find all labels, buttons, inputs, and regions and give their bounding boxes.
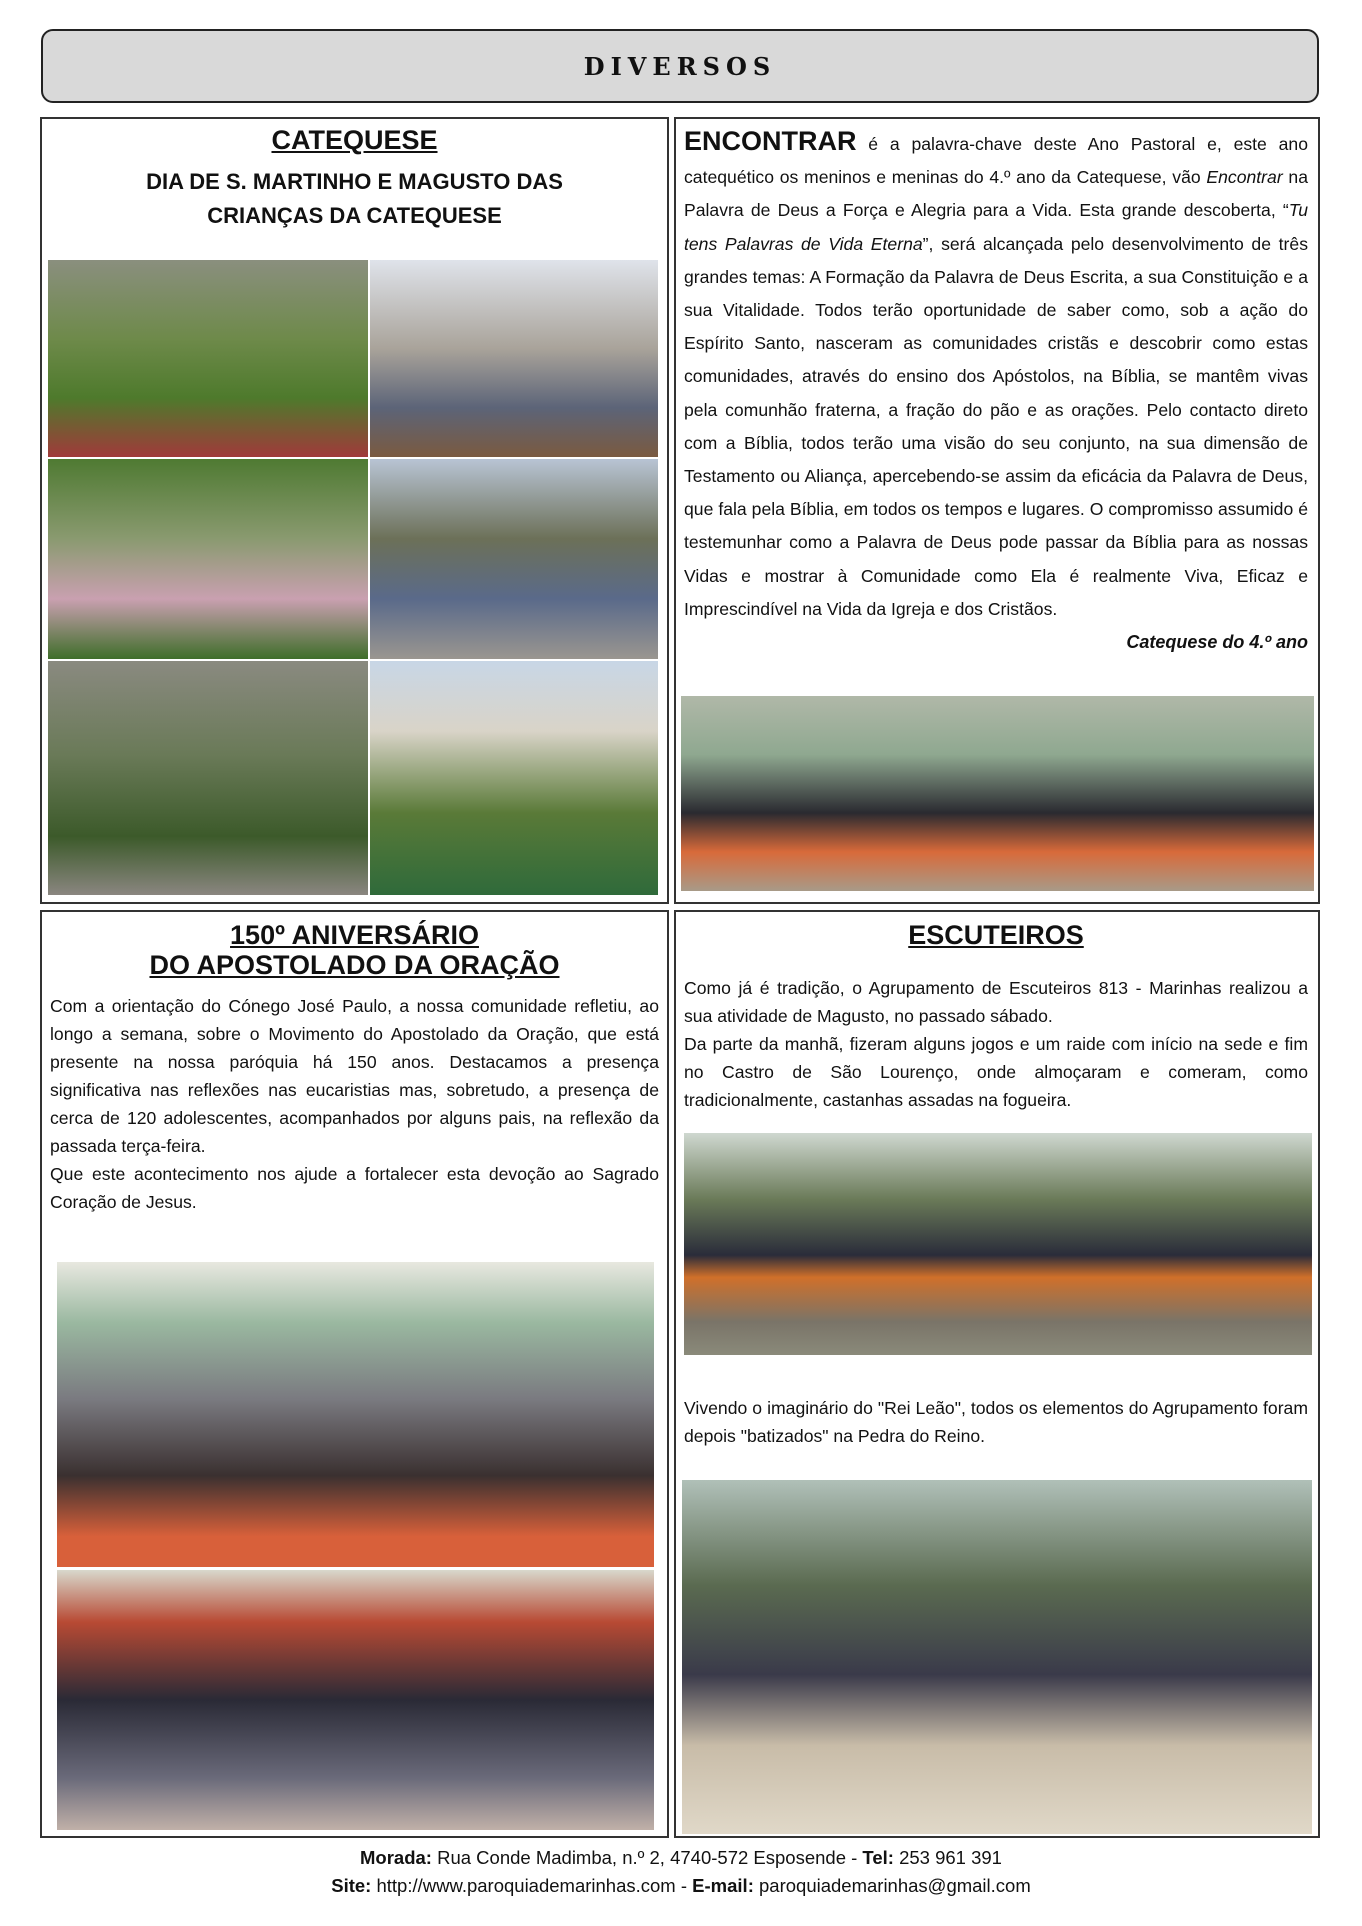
photo-children-bench <box>370 459 658 659</box>
encontrar-panel <box>674 117 1320 904</box>
encontrar-lead: ENCONTRAR <box>684 126 857 156</box>
catequese-title: CATEQUESE <box>271 125 438 155</box>
photo-scouts-group <box>684 1133 1312 1355</box>
site-link[interactable]: http://www.paroquiademarinhas.com - <box>371 1875 693 1896</box>
photo-children-picnic-2 <box>370 260 658 457</box>
photo-catechesis-hall <box>681 696 1314 891</box>
photo-children-picnic-1 <box>48 260 368 457</box>
apostolado-title-2: DO APOSTOLADO DA ORAÇÃO <box>149 950 560 980</box>
label: Morada: <box>360 1847 432 1868</box>
text-span: ”, será alcançada pelo desenvolvimento de três grandes temas: A Formação da Palavra de Deus Escrita, a sua Constituição e a sua Vitalidade. Todos terão oportunidade de saber como, sob a ação do Espírito Santo, nasceram as comunidades cristãs e descobrir como estas comunidades, através do ensino dos Apóstolos, na Bíblia, se mantêm vivas pela comunhão fraterna, a fração do pão e as orações. Pelo contacto direto com a Bíblia, todos terão uma visão do seu conjunto, na sua dimensão de Testamento ou Aliança, apercebendo-se assim da eficácia da Palavra de Deus, que fala pela Bíblia, em todos os tempos e lugares. O compromisso assumido é testemunhar como a Palavra de Deus pode passar da Bíblia para as nossas Vidas e mostrar à Comunidade como Ela é realmente Viva, Eficaz e Imprescindível na Vida da Igreja e dos Cristãos. <box>684 233 1308 619</box>
label: Site: <box>331 1875 372 1896</box>
photo-children-garden-1 <box>48 661 368 895</box>
photo-scouts-circle <box>682 1480 1312 1834</box>
footer-contacts <box>0 1875 1362 1897</box>
escuteiros-paragraph-3: Vivendo o imaginário do "Rei Leão", todos os elementos do Agrupamento foram depois "batizados" na Pedra do Reino. <box>684 1398 1308 1446</box>
address: Rua Conde Madimba, n.º 2, 4740-572 Esposende - <box>431 1847 863 1868</box>
label: Tel: <box>862 1847 894 1868</box>
apostolado-title-1: 150º ANIVERSÁRIO <box>230 920 479 950</box>
catequese-subtitle-2: CRIANÇAS DA CATEQUESE <box>207 203 502 228</box>
label: E-mail: <box>692 1875 754 1896</box>
photo-children-garden-2 <box>370 661 658 895</box>
encontrar-signature: Catequese do 4.º ano <box>1126 632 1308 653</box>
section-title: DIVERSOS <box>583 51 777 81</box>
escuteiros-paragraph-2: Da parte da manhã, fizeram alguns jogos e um raide com início na sede e fim no Castro de São Lourenço, onde almoçaram e comeram, como tradicionalmente, castanhas assadas na fogueira. <box>684 1034 1308 1110</box>
catequese-panel <box>40 117 669 904</box>
footer-address <box>0 1847 1362 1869</box>
email-link[interactable]: paroquiademarinhas@gmail.com <box>753 1875 1031 1896</box>
escuteiros-paragraph-1: Como já é tradição, o Agrupamento de Escuteiros 813 - Marinhas realizou a sua atividade de Magusto, no passado sábado. <box>684 978 1308 1026</box>
phone: 253 961 391 <box>893 1847 1002 1868</box>
section-header <box>41 29 1319 103</box>
encontrar-text <box>684 125 1308 626</box>
text-span: Tu tens Palavras de Vida Eterna <box>684 200 1308 254</box>
photo-adolescents-assembly <box>57 1570 654 1830</box>
apostolado-paragraph-1: Com a orientação do Cónego José Paulo, a nossa comunidade refletiu, ao longo a semana, sobre o Movimento do Apostolado da Oração, que está presente na nossa paróquia há 150 anos. Destacamos a presença significativa nas reflexões nas eucaristias mas, sobretudo, a presença de cerca de 120 adolescentes, acompanhados por alguns pais, na reflexão da passada terça-feira. <box>50 996 659 1156</box>
apostolado-panel <box>40 910 669 1838</box>
text-span: é a palavra-chave deste Ano Pastoral e, este ano catequético os meninos e meninas do 4.º ano da Catequese, vão <box>684 134 1308 188</box>
escuteiros-panel <box>674 910 1320 1838</box>
photo-children-picnic-3 <box>48 459 368 659</box>
apostolado-paragraph-2: Que este acontecimento nos ajude a fortalecer esta devoção ao Sagrado Coração de Jesus. <box>50 1164 659 1212</box>
photo-apostolado-assembly <box>57 1262 654 1567</box>
escuteiros-title: ESCUTEIROS <box>908 920 1084 950</box>
text-span: Encontrar <box>1206 167 1283 188</box>
catequese-subtitle-1: DIA DE S. MARTINHO E MAGUSTO DAS <box>146 169 563 194</box>
text-span: na Palavra de Deus a Força e Alegria para a Vida. Esta grande descoberta, “ <box>684 167 1308 221</box>
